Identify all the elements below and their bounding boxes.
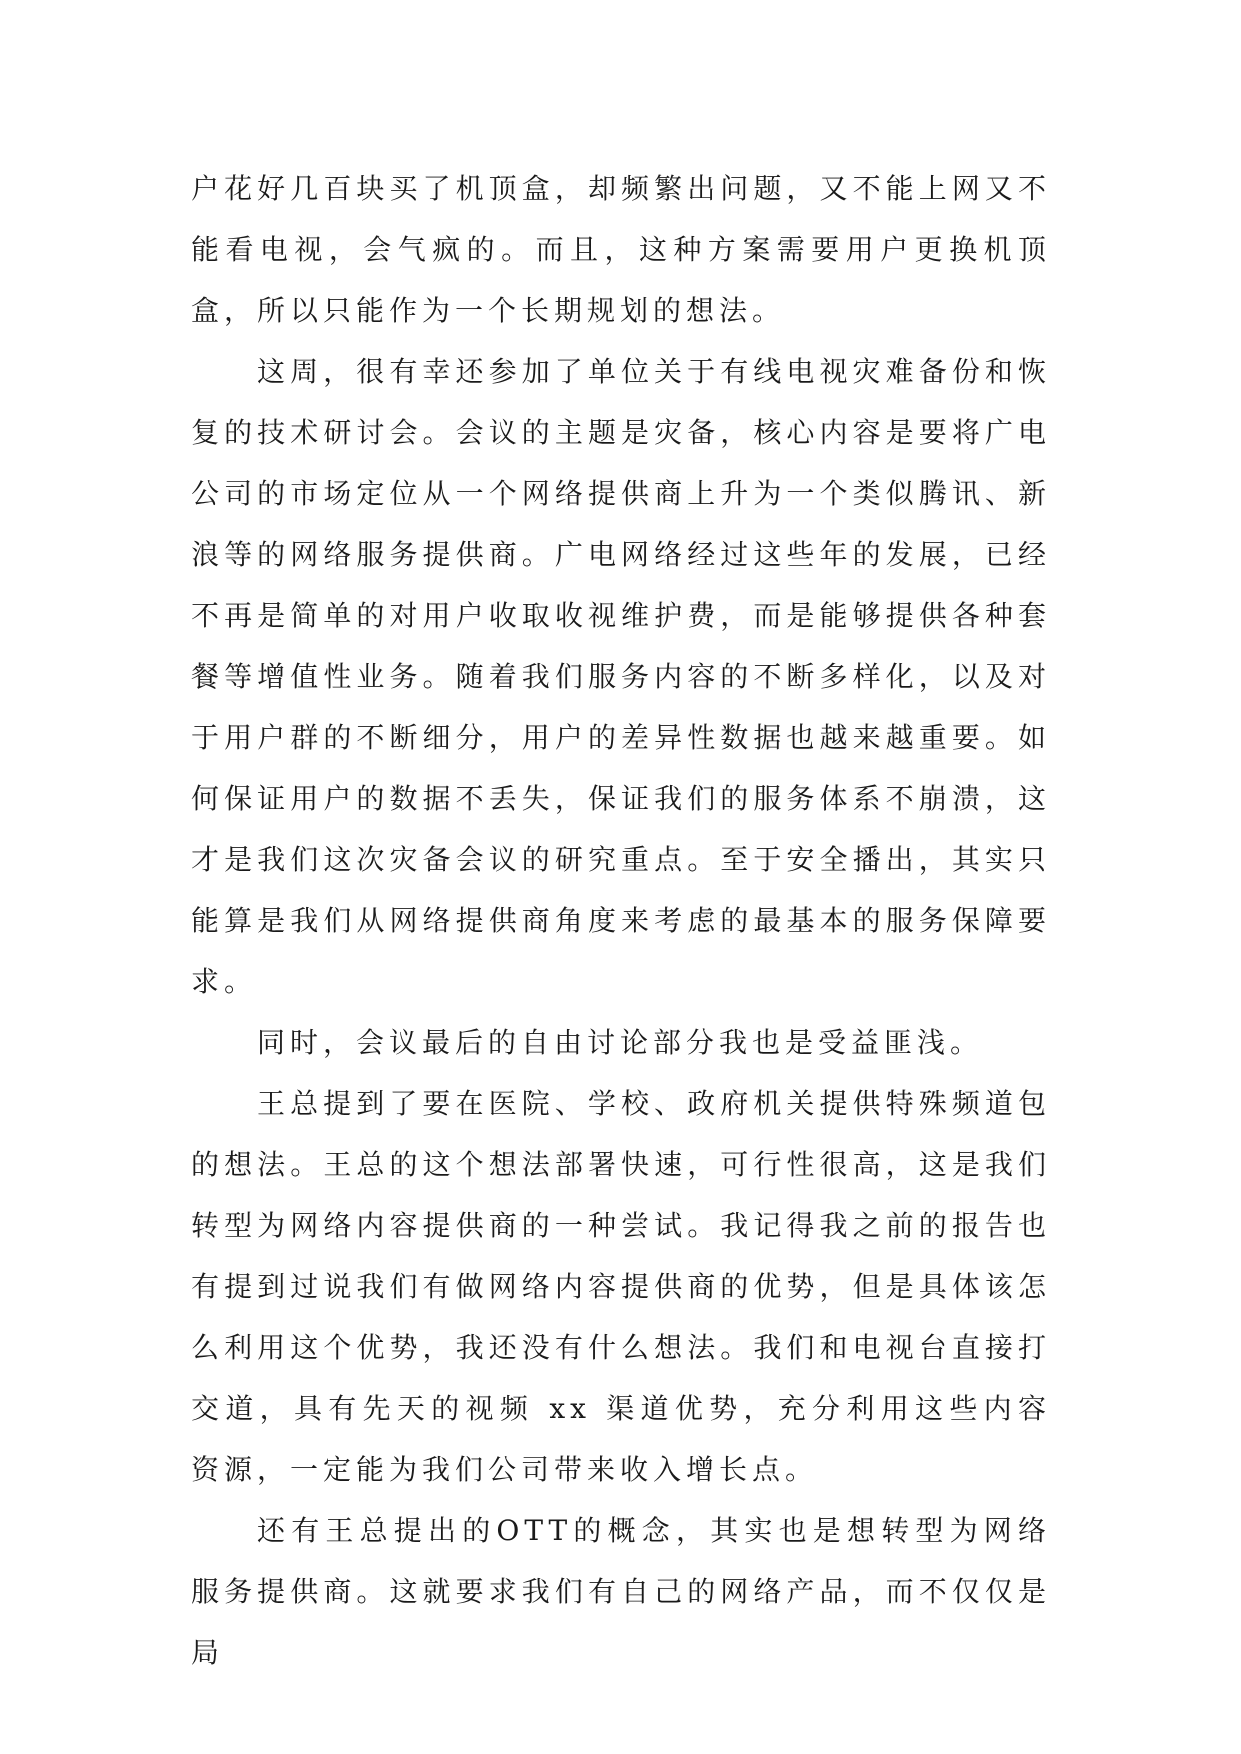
paragraph-2: 这周，很有幸还参加了单位关于有线电视灾难备份和恢复的技术研讨会。会议的主题是灾备，核心内容是要将广电公司的市场定位从一个网络提供商上升为一个类似腾讯、新浪等的网络服务提供商。广电网络经过这些年的发展，已经不再是简单的对用户收取收视维护费，而是能够提供各种套餐等增值性业务。随着我们服务内容的不断多样化，以及对于用户群的不断细分，用户的差异性数据也越来越重要。如何保证用户的数据不丢失，保证我们的服务体系不崩溃，这才是我们这次灾备会议的研究重点。至于安全播出，其实只能算是我们从网络提供商角度来考虑的最基本的服务保障要求。 — [191, 355, 1051, 998]
paragraph-4: 王总提到了要在医院、学校、政府机关提供特殊频道包的想法。王总的这个想法部署快速，可行性很高，这是我们转型为网络内容提供商的一种尝试。我记得我之前的报告也有提到过说我们有做网络内容提供商的优势，但是具体该怎么利用这个优势，我还没有什么想法。我们和电视台直接打交道，具有先天的视频 xx 渠道优势，充分利用这些内容资源，一定能为我们公司带来收入增长点。 — [191, 1087, 1051, 1486]
paragraph-3: 同时，会议最后的自由讨论部分我也是受益匪浅。 — [257, 1026, 984, 1059]
paragraph-1: 户花好几百块买了机顶盒，却频繁出问题，又不能上网又不能看电视，会气疯的。而且，这种方案需要用户更换机顶盒，所以只能作为一个长期规划的想法。 — [191, 172, 1051, 327]
document-body — [191, 158, 1051, 1683]
paragraph-5: 还有王总提出的OTT的概念，其实也是想转型为网络服务提供商。这就要求我们有自己的网络产品，而不仅仅是局 — [191, 1514, 1051, 1669]
